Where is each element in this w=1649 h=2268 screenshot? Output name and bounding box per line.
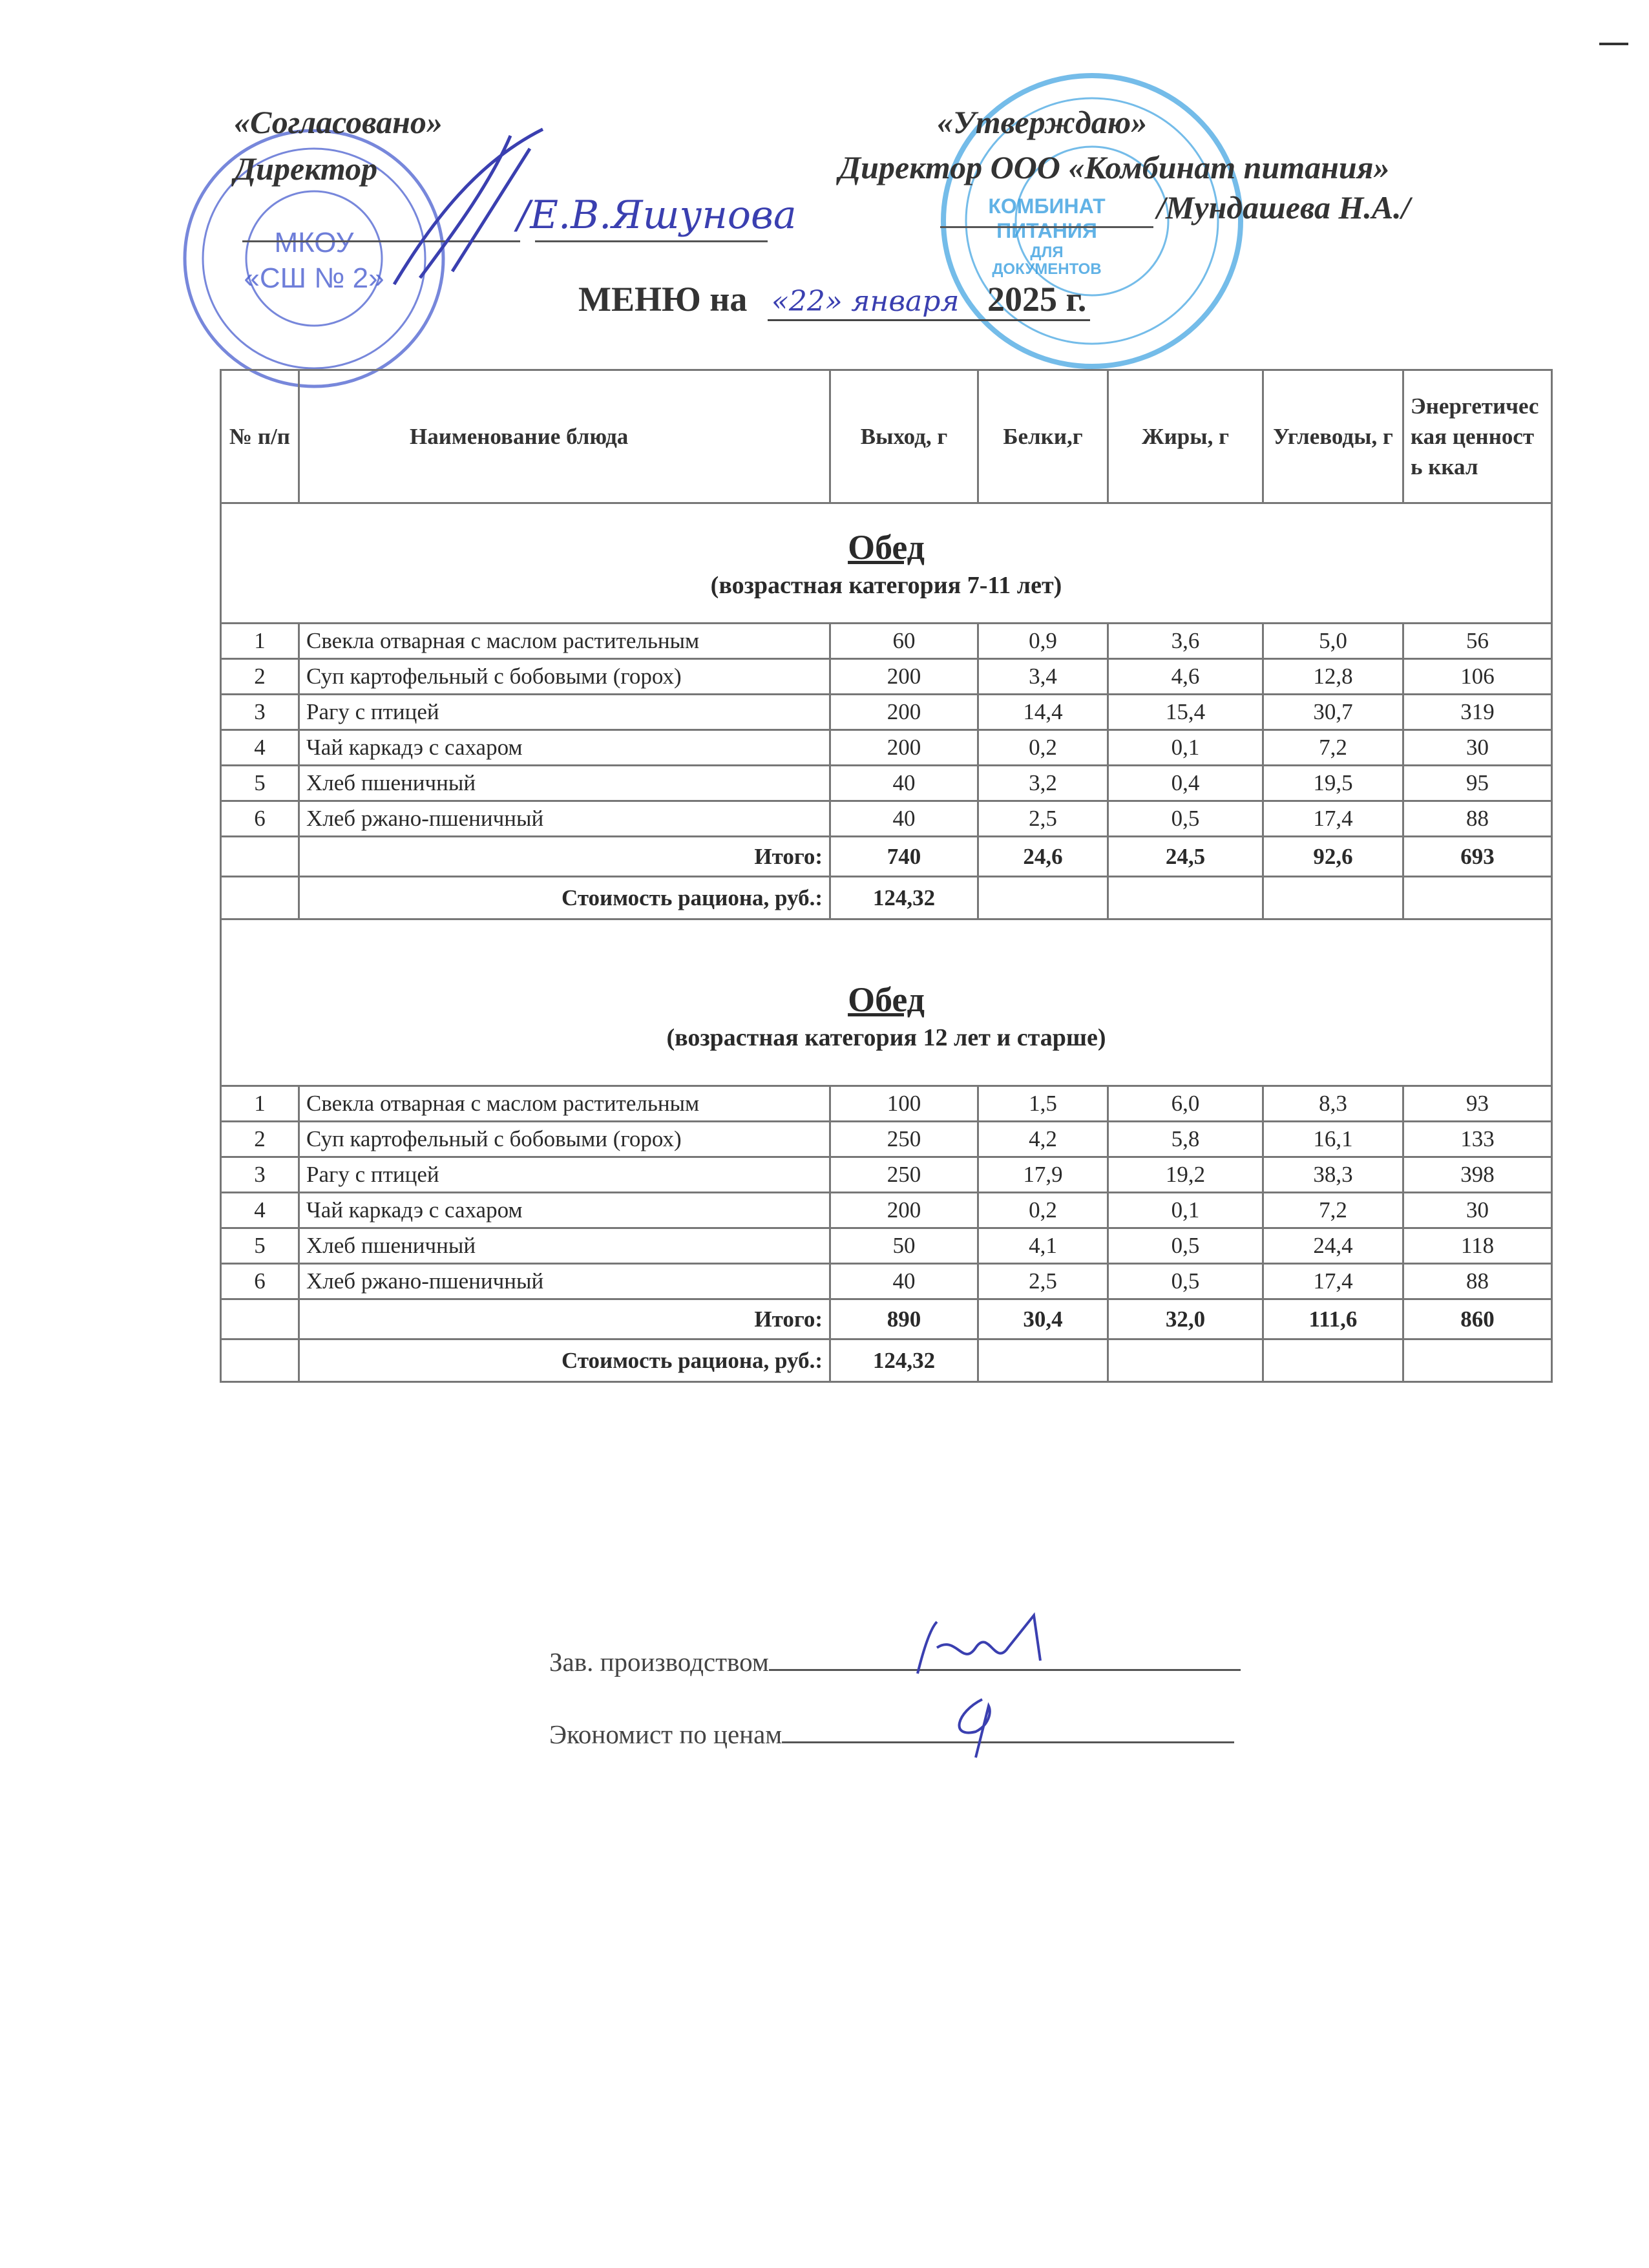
- stamp-line: МКОУ: [274, 227, 354, 258]
- total-value: 24,5: [1108, 837, 1263, 877]
- fat-value: 0,1: [1108, 1193, 1263, 1228]
- section-subtitle: (возрастная категория 7-11 лет): [710, 571, 1062, 599]
- row-number: 6: [221, 1264, 299, 1299]
- approved-role: Директор ООО «Комбинат питания»: [839, 149, 1390, 185]
- carbs-value: 17,4: [1263, 801, 1403, 837]
- totals-label: Итого:: [299, 1299, 830, 1339]
- dish-name: Суп картофельный с бобовыми (горох): [299, 659, 830, 695]
- protein-value: 1,5: [978, 1086, 1108, 1122]
- row-number: 3: [221, 1157, 299, 1193]
- yield-value: 40: [830, 801, 978, 837]
- approved-title: «Утверждаю»: [937, 104, 1148, 140]
- yield-value: 40: [830, 1264, 978, 1299]
- totals-row: [221, 837, 1552, 877]
- header-number: № п/п: [221, 370, 299, 503]
- total-value: 740: [830, 837, 978, 877]
- dish-name: Хлеб пшеничный: [299, 1228, 830, 1264]
- header-yield: Выход, г: [830, 370, 978, 503]
- row-number: 5: [221, 766, 299, 801]
- yield-value: 40: [830, 766, 978, 801]
- protein-value: 0,9: [978, 624, 1108, 659]
- cost-value: 124,32: [830, 877, 978, 919]
- production-head-label: Зав. производством: [549, 1647, 769, 1677]
- energy-value: 398: [1403, 1157, 1552, 1193]
- header-fat: Жиры, г: [1108, 370, 1263, 503]
- handwritten-signature: [905, 1609, 1060, 1680]
- energy-value: 30: [1403, 1193, 1552, 1228]
- handwritten-signature: [937, 1693, 1014, 1764]
- fat-value: 4,6: [1108, 659, 1263, 695]
- carbs-value: 16,1: [1263, 1122, 1403, 1157]
- energy-value: 88: [1403, 801, 1552, 837]
- dish-name: Рагу с птицей: [299, 1157, 830, 1193]
- stamp-line: ДЛЯ: [1030, 244, 1064, 261]
- fat-value: 0,5: [1108, 1228, 1263, 1264]
- approver-name: /Мундашева Н.А./: [1157, 189, 1411, 226]
- total-value: 860: [1403, 1299, 1552, 1339]
- director-signature-name: /Е.В.Яшунова: [517, 193, 797, 238]
- energy-value: 95: [1403, 766, 1552, 801]
- stamp-line: КОМБИНАТ: [988, 194, 1106, 218]
- header-energy: Энергетическая ценность ккал: [1403, 370, 1552, 503]
- empty-cell: [1108, 877, 1263, 919]
- yield-value: 200: [830, 1193, 978, 1228]
- section-header: [221, 919, 1552, 1086]
- cost-row: [221, 877, 1552, 919]
- protein-value: 17,9: [978, 1157, 1108, 1193]
- empty-cell: [1263, 877, 1403, 919]
- header-carbs: Углеводы, г: [1263, 370, 1403, 503]
- dish-name: Хлеб ржано-пшеничный: [299, 1264, 830, 1299]
- empty-cell: [1263, 1339, 1403, 1382]
- carbs-value: 5,0: [1263, 624, 1403, 659]
- stamp-line: «СШ № 2»: [244, 262, 384, 294]
- total-value: 32,0: [1108, 1299, 1263, 1339]
- empty-cell: [1403, 1339, 1552, 1382]
- total-value: 92,6: [1263, 837, 1403, 877]
- section-header-row: [221, 919, 1552, 1086]
- table-row: [221, 730, 1552, 766]
- section-title: Обед: [848, 527, 925, 567]
- stamp-line: ДОКУМЕНТОВ: [992, 260, 1102, 278]
- stamp-line: ПИТАНИЯ: [996, 219, 1097, 242]
- row-number: 4: [221, 730, 299, 766]
- protein-value: 2,5: [978, 801, 1108, 837]
- protein-value: 4,2: [978, 1122, 1108, 1157]
- energy-value: 56: [1403, 624, 1552, 659]
- energy-value: 93: [1403, 1086, 1552, 1122]
- yield-value: 100: [830, 1086, 978, 1122]
- menu-year: 2025 г.: [987, 280, 1087, 319]
- fat-value: 19,2: [1108, 1157, 1263, 1193]
- menu-title-prefix: МЕНЮ на: [578, 280, 748, 319]
- dish-name: Рагу с птицей: [299, 695, 830, 730]
- yield-value: 250: [830, 1122, 978, 1157]
- totals-row: [221, 1299, 1552, 1339]
- table-row: [221, 624, 1552, 659]
- menu-table: [220, 369, 1553, 1383]
- table-row: [221, 1193, 1552, 1228]
- energy-value: 106: [1403, 659, 1552, 695]
- row-number: 4: [221, 1193, 299, 1228]
- economist-label: Экономист по ценам: [549, 1719, 782, 1749]
- section-header-row: [221, 503, 1552, 624]
- dish-name: Чай каркадэ с сахаром: [299, 1193, 830, 1228]
- empty-cell: [1403, 877, 1552, 919]
- fat-value: 15,4: [1108, 695, 1263, 730]
- signature-line: [535, 240, 768, 242]
- fat-value: 0,5: [1108, 801, 1263, 837]
- section-subtitle: (возрастная категория 12 лет и старше): [666, 1024, 1106, 1051]
- cost-label: Стоимость рациона, руб.:: [299, 877, 830, 919]
- menu-day: «22»: [771, 285, 843, 318]
- energy-value: 319: [1403, 695, 1552, 730]
- carbs-value: 7,2: [1263, 730, 1403, 766]
- cost-row: [221, 1339, 1552, 1382]
- carbs-value: 12,8: [1263, 659, 1403, 695]
- empty-cell: [1108, 1339, 1263, 1382]
- table-row: [221, 1157, 1552, 1193]
- total-value: 30,4: [978, 1299, 1108, 1339]
- table-row: [221, 1264, 1552, 1299]
- row-number: 1: [221, 1086, 299, 1122]
- section-title: Обед: [848, 980, 925, 1019]
- fat-value: 6,0: [1108, 1086, 1263, 1122]
- empty-cell: [978, 1339, 1108, 1382]
- carbs-value: 17,4: [1263, 1264, 1403, 1299]
- yield-value: 200: [830, 659, 978, 695]
- row-number: 1: [221, 624, 299, 659]
- protein-value: 0,2: [978, 1193, 1108, 1228]
- protein-value: 4,1: [978, 1228, 1108, 1264]
- empty-cell: [221, 877, 299, 919]
- table-header-row: [221, 370, 1552, 503]
- carbs-value: 24,4: [1263, 1228, 1403, 1264]
- row-number: 2: [221, 1122, 299, 1157]
- yield-value: 50: [830, 1228, 978, 1264]
- total-value: 24,6: [978, 837, 1108, 877]
- protein-value: 0,2: [978, 730, 1108, 766]
- yield-value: 200: [830, 695, 978, 730]
- menu-month: января: [851, 285, 960, 318]
- dish-name: Свекла отварная с маслом растительным: [299, 1086, 830, 1122]
- carbs-value: 38,3: [1263, 1157, 1403, 1193]
- energy-value: 133: [1403, 1122, 1552, 1157]
- total-value: 111,6: [1263, 1299, 1403, 1339]
- empty-cell: [978, 877, 1108, 919]
- carbs-value: 8,3: [1263, 1086, 1403, 1122]
- fat-value: 5,8: [1108, 1122, 1263, 1157]
- protein-value: 3,2: [978, 766, 1108, 801]
- menu-title: [578, 279, 1090, 321]
- row-number: 2: [221, 659, 299, 695]
- fat-value: 0,5: [1108, 1264, 1263, 1299]
- total-value: 693: [1403, 837, 1552, 877]
- total-value: 890: [830, 1299, 978, 1339]
- dish-name: Хлеб ржано-пшеничный: [299, 801, 830, 837]
- dish-name: Чай каркадэ с сахаром: [299, 730, 830, 766]
- table-row: [221, 801, 1552, 837]
- row-number: 6: [221, 801, 299, 837]
- economist-signature: [549, 1719, 1234, 1750]
- yield-value: 60: [830, 624, 978, 659]
- signature-line: [940, 226, 1153, 228]
- energy-value: 118: [1403, 1228, 1552, 1264]
- header-dish-name: Наименование блюда: [299, 370, 830, 503]
- protein-value: 2,5: [978, 1264, 1108, 1299]
- yield-value: 200: [830, 730, 978, 766]
- agreed-title: «Согласовано»: [234, 104, 443, 140]
- dish-name: Хлеб пшеничный: [299, 766, 830, 801]
- yield-value: 250: [830, 1157, 978, 1193]
- protein-value: 3,4: [978, 659, 1108, 695]
- fat-value: 0,4: [1108, 766, 1263, 801]
- row-number: 3: [221, 695, 299, 730]
- cost-label: Стоимость рациона, руб.:: [299, 1339, 830, 1382]
- carbs-value: 7,2: [1263, 1193, 1403, 1228]
- production-head-signature: [549, 1646, 1241, 1677]
- agreed-role: Директор: [234, 151, 378, 187]
- table-row: [221, 766, 1552, 801]
- dish-name: Свекла отварная с маслом растительным: [299, 624, 830, 659]
- energy-value: 30: [1403, 730, 1552, 766]
- dish-name: Суп картофельный с бобовыми (горох): [299, 1122, 830, 1157]
- fat-value: 3,6: [1108, 624, 1263, 659]
- section-header: [221, 503, 1552, 624]
- table-row: [221, 1228, 1552, 1264]
- carbs-value: 30,7: [1263, 695, 1403, 730]
- carbs-value: 19,5: [1263, 766, 1403, 801]
- protein-value: 14,4: [978, 695, 1108, 730]
- menu-date: [768, 279, 1091, 321]
- scan-mark: [1599, 43, 1628, 45]
- empty-cell: [221, 837, 299, 877]
- table-row: [221, 1086, 1552, 1122]
- handwritten-signature: [381, 123, 562, 291]
- fat-value: 0,1: [1108, 730, 1263, 766]
- cost-value: 124,32: [830, 1339, 978, 1382]
- table-row: [221, 659, 1552, 695]
- empty-cell: [221, 1299, 299, 1339]
- header-protein: Белки,г: [978, 370, 1108, 503]
- totals-label: Итого:: [299, 837, 830, 877]
- energy-value: 88: [1403, 1264, 1552, 1299]
- table-row: [221, 1122, 1552, 1157]
- empty-cell: [221, 1339, 299, 1382]
- table-row: [221, 695, 1552, 730]
- row-number: 5: [221, 1228, 299, 1264]
